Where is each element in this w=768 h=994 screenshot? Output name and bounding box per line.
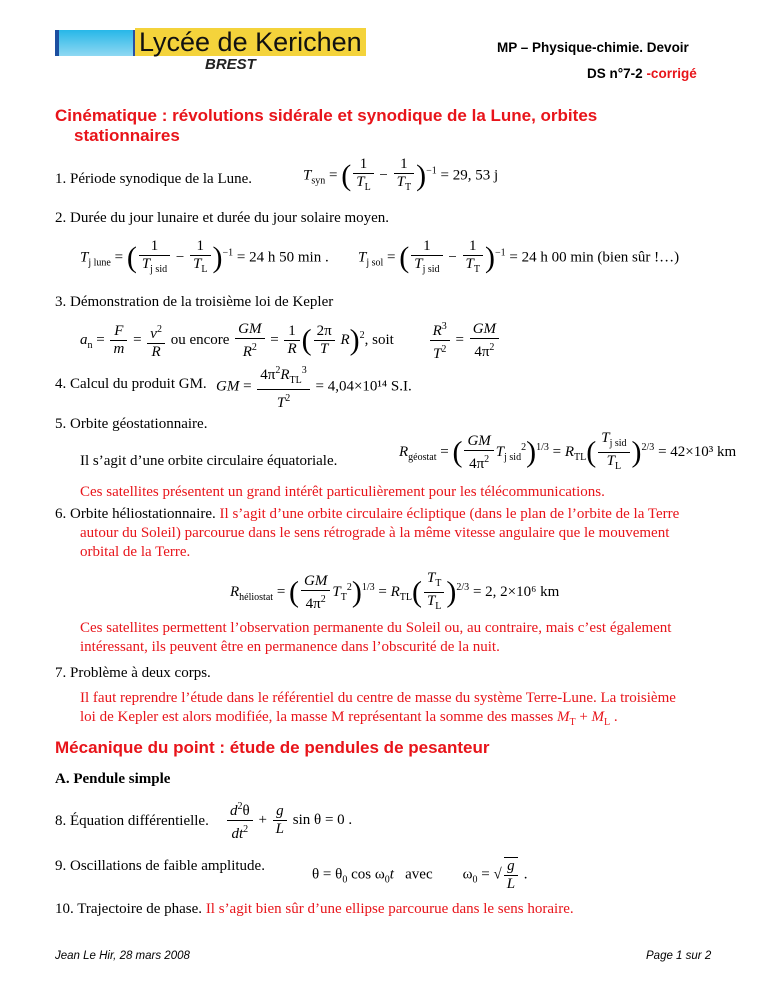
- q5-text: Il s’agit d’une orbite circulaire équatoriale.: [80, 453, 338, 469]
- q8-label: 8. Équation différentielle.: [55, 813, 209, 829]
- q1-equation: $T_{syn}$ = ( $\frac{1}{T_L}$ − $\frac{1}{T_T}$ )$^{-1}$ = 29, 53 j: [303, 156, 499, 193]
- q2-equation-a: $T_{j lune}$ = ( $\frac{1}{T_{j sid}}$ − $\frac{1}{T_L}$ )$^{-1}$ = 24 h 50 min .: [80, 238, 329, 275]
- q6-answer-line2: autour du Soleil) parcourue dans le sens rétrograde à la même vitesse angulaire que le mouvement: [80, 525, 670, 541]
- q6-note-line1: Ces satellites permettent l’observation permanente du Soleil ou, au contraire, mais c’est également: [80, 620, 672, 636]
- q6-note-line2: intéressant, ils peuvent être en permanence dans l’obscurité de la nuit.: [80, 639, 500, 655]
- q8-equation: $\frac{d^2\theta}{dt^2}$ + $\frac{g}{L}$ sin θ = 0 .: [225, 798, 352, 843]
- section1-title-line2: stationnaires: [74, 126, 180, 145]
- q6-answer-line3: orbital de la Terre.: [80, 544, 191, 560]
- q6-label: 6. Orbite héliostationnaire. Il s’agit d’une orbite circulaire écliptique (dans le plan de l’orbite de la Terre: [55, 506, 680, 522]
- q2-label: 2. Durée du jour lunaire et durée du jour solaire moyen.: [55, 210, 390, 226]
- logo-decoration: [55, 30, 137, 56]
- q7-label: 7. Problème à deux corps.: [55, 665, 211, 681]
- q2-equation-b: $T_{j sol}$ = ( $\frac{1}{T_{j sid}}$ − $\frac{1}{T_T}$ )$^{-1}$ = 24 h 00 min (bien sûr !…): [358, 238, 680, 275]
- q3-label: 3. Démonstration de la troisième loi de Kepler: [55, 294, 334, 310]
- q4-equation: GM = $\frac{4\pi^2R_{TL}^3}{T^2}$ = 4,04×10¹⁴ S.I.: [216, 362, 412, 412]
- footer-page-number: Page 1 sur 2: [646, 950, 712, 962]
- q5-label: 5. Orbite géostationnaire.: [55, 416, 208, 432]
- q9-equation: $\theta = \theta_0$ $\cos \omega_0t$ avec $\omega_0$ = √ $\frac{g}{L}$ .: [312, 858, 528, 892]
- q7-answer-line2: loi de Kepler est alors modifiée, la masse M représentant la somme des masses $M_T + M_L$ .: [80, 709, 618, 728]
- q3-equation: $a_n$ = $\frac{F}{m}$ = $\frac{v^2}{R}$ ou encore $\frac{GM}{R^2}$ = $\frac{1}{R}$ ( $\frac{2\pi}{T}$ R)$^2$, soit $\frac{R^3}{T^2}$ = $\frac{GM}{4\pi^2}$: [80, 318, 501, 363]
- ds-label: DS n°7-2 -corrigé: [587, 66, 697, 81]
- course-title: MP – Physique-chimie. Devoir: [497, 40, 689, 55]
- section2-subtitle: A. Pendule simple: [55, 771, 171, 787]
- q5-answer: Ces satellites présentent un grand intérêt particulièrement pour les télécommunications.: [80, 484, 605, 500]
- q5-equation: $R_{géostat}$ = ( $\frac{GM}{4\pi^2}$ $T_{j sid}^2)^{1/3} = R_{TL}$( $\frac{T_{j sid}}{T_L}$ )$^{2/3}$ = 42×10³ km: [399, 430, 737, 472]
- school-city: BREST: [205, 56, 256, 73]
- q6-equation: $R_{héliostat}$ = ( $\frac{GM}{4\pi^2}$ $T_T^2)^{1/3} = R_{TL}$( $\frac{T_T}{T_L}$ )$^{2/3}$ = 2, 2×10⁶ km: [230, 570, 560, 612]
- q9-label: 9. Oscillations de faible amplitude.: [55, 858, 265, 874]
- q7-answer-line1: Il faut reprendre l’étude dans le référentiel du centre de masse du système Terre-Lune. La troisième: [80, 690, 676, 706]
- q1-label: 1. Période synodique de la Lune.: [55, 171, 253, 187]
- section2-title: Mécanique du point : étude de pendules de pesanteur: [55, 738, 490, 757]
- q10-label: 10. Trajectoire de phase. Il s’agit bien sûr d’une ellipse parcourue dans le sens horaire.: [55, 901, 574, 917]
- footer-author-date: Jean Le Hir, 28 mars 2008: [55, 950, 190, 962]
- q4-label: 4. Calcul du produit GM.: [55, 376, 207, 392]
- section1-title-line1: Cinématique : révolutions sidérale et synodique de la Lune, orbites: [55, 106, 598, 125]
- school-logo: Lycée de Kerichen: [135, 28, 366, 56]
